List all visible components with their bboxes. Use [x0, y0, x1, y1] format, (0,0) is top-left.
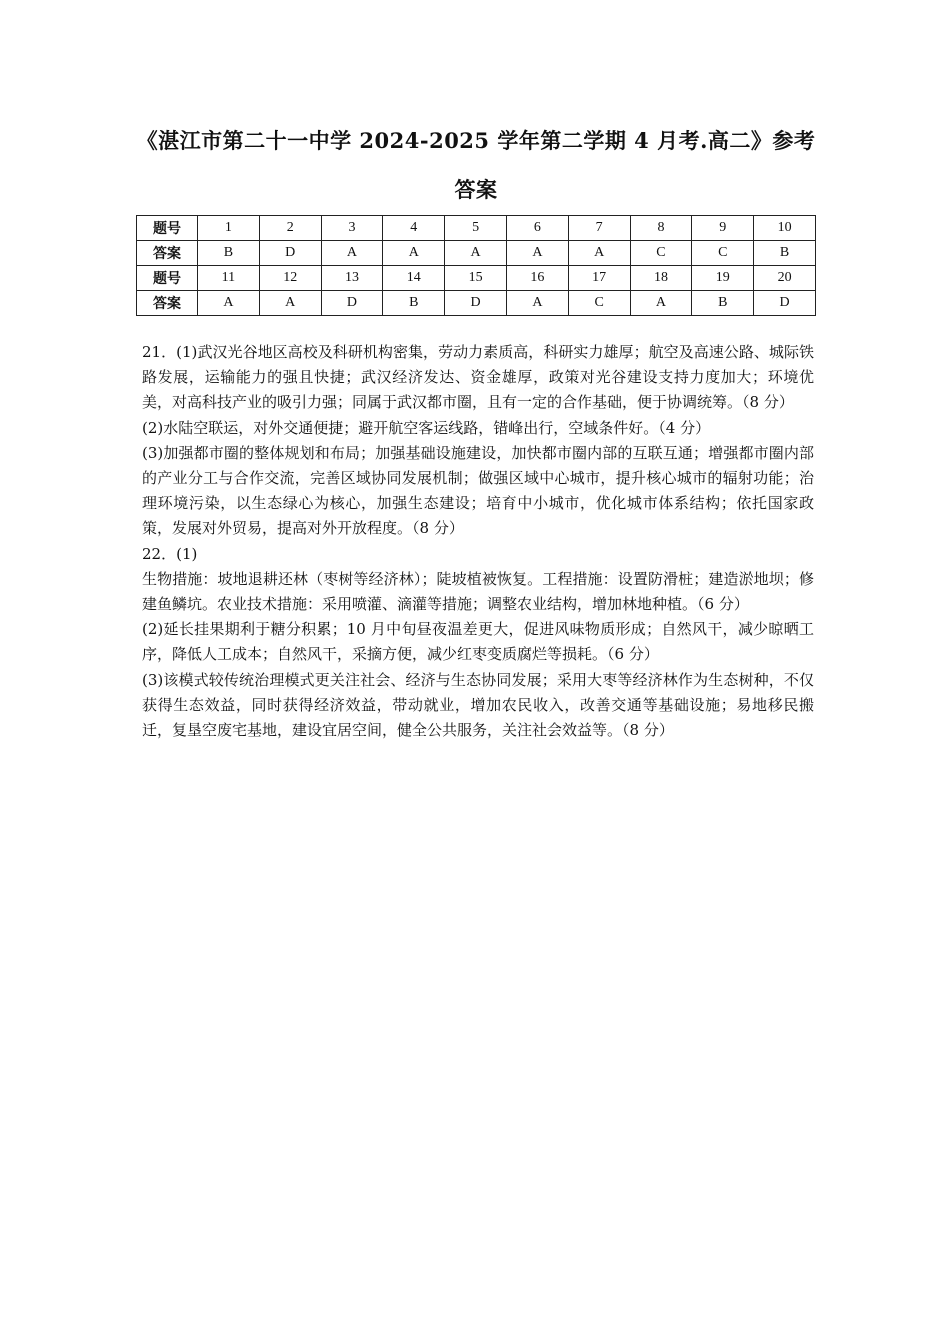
row-label: 答案	[137, 241, 198, 266]
table-cell: 11	[198, 266, 260, 291]
table-cell: 12	[259, 266, 321, 291]
table-cell: 7	[568, 216, 630, 241]
document-title-line1: 《湛江市第二十一中学 2024-2025 学年第二学期 4 月考.高二》参考	[136, 128, 816, 153]
table-cell: 2	[259, 216, 321, 241]
table-cell: A	[198, 291, 260, 316]
table-cell: 5	[445, 216, 507, 241]
table-cell: A	[568, 241, 630, 266]
table-cell: 13	[321, 266, 383, 291]
table-cell: C	[630, 241, 692, 266]
table-cell: D	[321, 291, 383, 316]
table-cell: 14	[383, 266, 445, 291]
table-cell: 6	[506, 216, 568, 241]
table-row	[137, 216, 816, 241]
table-cell: D	[445, 291, 507, 316]
table-cell: 9	[692, 216, 754, 241]
answer-21-3: (3)加强都市圈的整体规划和布局；加强基础设施建设，加快都市圈内部的互联互通；增强都市圈内部的产业分工与合作交流，完善区域协同发展机制；做强区域中心城市，提升核心城市的辐射功能；治理环境污染，以生态绿心为核心，加强生态建设；培育中小城市，优化城市体系结构；依托国家政策，发展对外贸易，提高对外开放程度。（8 分）	[142, 443, 814, 538]
table-cell: 4	[383, 216, 445, 241]
table-cell: D	[259, 241, 321, 266]
table-cell: 3	[321, 216, 383, 241]
table-cell: A	[445, 241, 507, 266]
table-cell: C	[568, 291, 630, 316]
answer-22-heading: 22．(1)	[142, 544, 198, 563]
table-row	[137, 241, 816, 266]
table-cell: 17	[568, 266, 630, 291]
answer-21-2: (2)水陆空联运，对外交通便捷；避开航空客运线路，错峰出行，空域条件好。（4 分）	[142, 418, 711, 437]
table-cell: A	[259, 291, 321, 316]
table-cell: A	[506, 241, 568, 266]
answer-table	[136, 215, 816, 316]
table-cell: A	[321, 241, 383, 266]
table-cell: 18	[630, 266, 692, 291]
table-cell: B	[383, 291, 445, 316]
row-label: 题号	[137, 216, 198, 241]
table-cell: A	[630, 291, 692, 316]
document-title-line2: 答案	[454, 177, 498, 202]
answer-22-1: 生物措施：坡地退耕还林（枣树等经济林）；陡坡植被恢复。工程措施：设置防滑桩；建造淤地坝；修建鱼鳞坑。农业技术措施：采用喷灌、滴灌等措施；调整农业结构，增加林地种植。（6 分）	[142, 569, 814, 614]
table-cell: B	[754, 241, 816, 266]
table-cell: D	[754, 291, 816, 316]
answer-body	[142, 340, 814, 743]
answer-22-3: (3)该模式较传统治理模式更关注社会、经济与生态协同发展；采用大枣等经济林作为生态树种，不仅获得生态效益，同时获得经济效益，带动就业，增加农民收入，改善交通等基础设施；易地移民搬迁，复垦空废宅基地，建设宜居空间，健全公共服务，关注社会效益等。（8 分）	[142, 670, 814, 740]
row-label: 题号	[137, 266, 198, 291]
table-cell: 20	[754, 266, 816, 291]
table-cell: 8	[630, 216, 692, 241]
table-cell: A	[506, 291, 568, 316]
table-cell: 1	[198, 216, 260, 241]
table-row	[137, 291, 816, 316]
table-cell: B	[198, 241, 260, 266]
row-label: 答案	[137, 291, 198, 316]
table-cell: 19	[692, 266, 754, 291]
table-cell: B	[692, 291, 754, 316]
table-cell: 15	[445, 266, 507, 291]
table-row	[137, 266, 816, 291]
table-cell: C	[692, 241, 754, 266]
table-cell: 16	[506, 266, 568, 291]
answer-22-2: (2)延长挂果期利于糖分积累；10 月中旬昼夜温差更大，促进风味物质形成；自然风干，减少晾晒工序，降低人工成本；自然风干，采摘方便，减少红枣变质腐烂等损耗。（6 分）	[142, 620, 814, 664]
table-cell: 10	[754, 216, 816, 241]
answer-21-1: 21．(1)武汉光谷地区高校及科研机构密集，劳动力素质高，科研实力雄厚；航空及高速公路、城际铁路发展，运输能力的强且快捷；武汉经济发达、资金雄厚，政策对光谷建设支持力度加大；环境优美，对高科技产业的吸引力强；同属于武汉都市圈，且有一定的合作基础，便于协调统筹。（8 分）	[142, 343, 814, 412]
table-cell: A	[383, 241, 445, 266]
